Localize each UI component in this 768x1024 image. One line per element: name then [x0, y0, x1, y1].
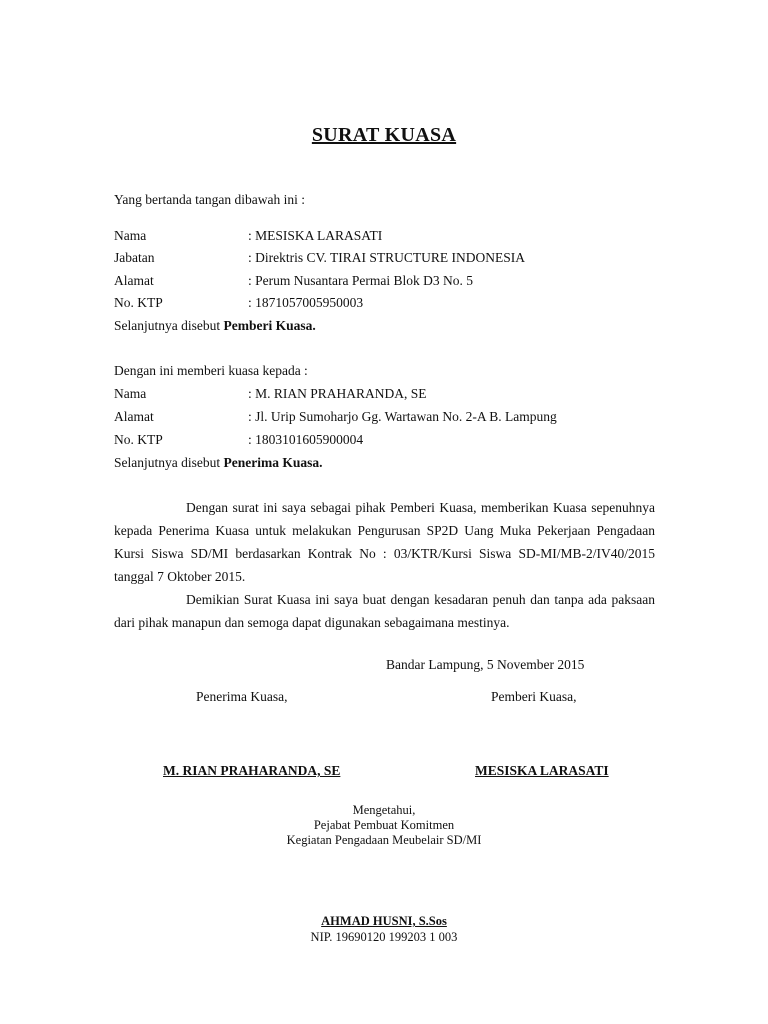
intro-text: Yang bertanda tangan dibawah ini : — [114, 192, 305, 207]
field-value: : M. RIAN PRAHARANDA, SE — [248, 386, 427, 401]
closing-prefix: Selanjutnya disebut — [114, 318, 224, 333]
approval-line-2: Pejabat Pembuat Komitmen — [313, 818, 455, 832]
field-value: : Direktris CV. TIRAI STRUCTURE INDONESIA — [248, 250, 526, 265]
field-value: : MESISKA LARASATI — [248, 228, 383, 243]
field-value: : Jl. Urip Sumoharjo Gg. Wartawan No. 2-A B. Lampung — [248, 409, 557, 424]
body-paragraph-1 — [114, 496, 655, 588]
body-paragraph-2 — [114, 588, 655, 634]
penerima-closing — [114, 455, 322, 471]
penerima-signature-name: M. RIAN PRAHARANDA, SE — [163, 763, 341, 778]
pemberi-signature-name: MESISKA LARASATI — [475, 763, 609, 778]
place-date: Bandar Lampung, 5 November 2015 — [386, 657, 585, 672]
paragraph-text: Dengan surat ini saya sebagai pihak Pemberi Kuasa, memberikan Kuasa sepenuhnya kepada Penerima Kuasa untuk melakukan Pengurusan SP2D Uang Muka Pekerjaan Pengadaan Kursi Siswa SD/MI berdasarkan Kontrak No : 03/KTR/Kursi Siswa SD-MI/MB-2/IV40/2015 tanggal 7 Oktober 2015. — [114, 500, 655, 584]
pemberi-role: Pemberi Kuasa, — [491, 689, 577, 704]
approval-nip: NIP. 19690120 199203 1 003 — [310, 930, 458, 944]
pemberi-closing — [114, 318, 316, 334]
approval-line-3: Kegiatan Pengadaan Meubelair SD/MI — [286, 833, 482, 847]
field-label: No. KTP — [114, 295, 163, 310]
closing-prefix: Selanjutnya disebut — [114, 455, 224, 470]
field-value: : Perum Nusantara Permai Blok D3 No. 5 — [248, 273, 473, 288]
document-title: SURAT KUASA — [311, 124, 457, 146]
field-label: Nama — [114, 386, 147, 401]
field-label: Nama — [114, 228, 147, 243]
paragraph-text: Demikian Surat Kuasa ini saya buat dengan kesadaran penuh dan tanpa ada paksaan dari pihak manapun dan semoga dapat digunakan sebagaimana mestinya. — [114, 592, 655, 630]
field-value: : 1871057005950003 — [248, 295, 364, 310]
closing-role: Pemberi Kuasa. — [223, 318, 316, 333]
field-value: : 1803101605900004 — [248, 432, 364, 447]
field-label: Alamat — [114, 273, 154, 288]
penerima-intro: Dengan ini memberi kuasa kepada : — [114, 363, 308, 378]
approval-line-1: Mengetahui, — [352, 803, 416, 817]
closing-role: Penerima Kuasa. — [223, 455, 323, 470]
approval-signature-name: AHMAD HUSNI, S.Sos — [321, 914, 447, 928]
field-label: Alamat — [114, 409, 154, 424]
penerima-role: Penerima Kuasa, — [196, 689, 288, 704]
field-label: Jabatan — [114, 250, 155, 265]
field-label: No. KTP — [114, 432, 163, 447]
